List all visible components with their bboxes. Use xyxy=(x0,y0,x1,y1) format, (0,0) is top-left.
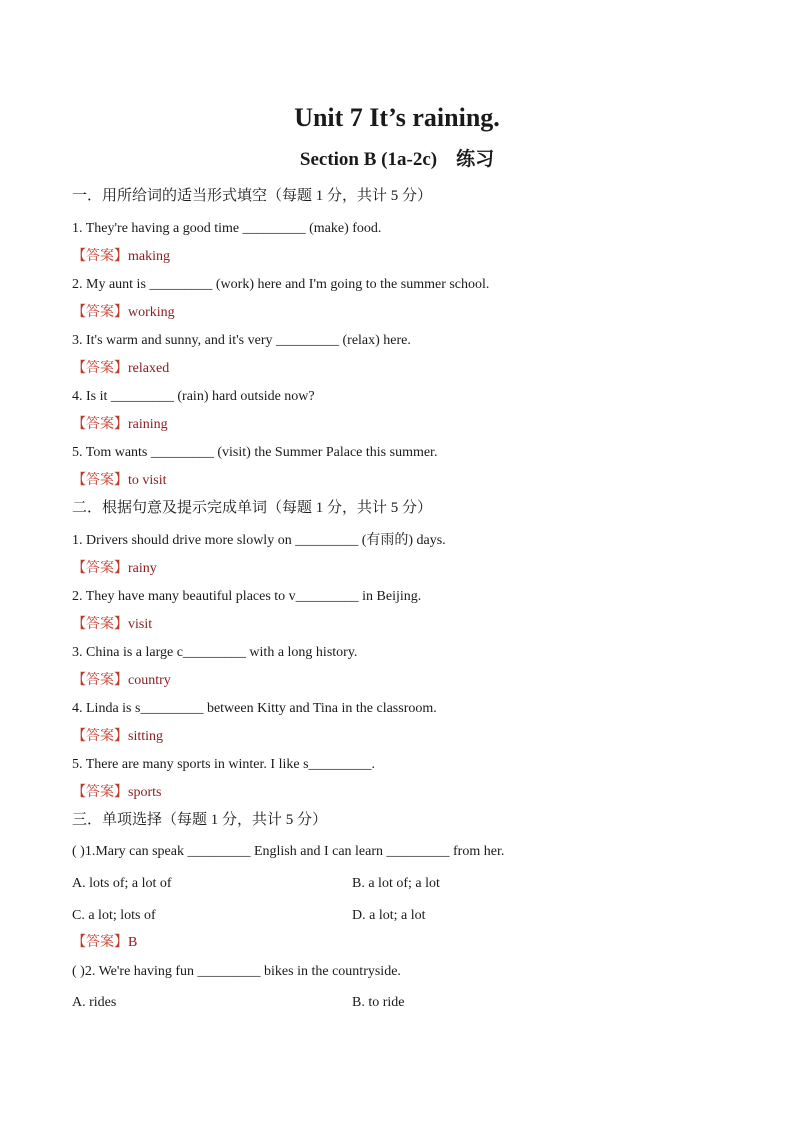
question-line: 2. They have many beautiful places to v_________ in Beijing. xyxy=(72,589,422,604)
answer-line xyxy=(72,783,161,803)
answer-value: raining xyxy=(128,417,168,432)
answer-tag: 【答案】 xyxy=(72,785,128,800)
option-b: B. a lot of; a lot xyxy=(352,876,440,891)
answer-value: to visit xyxy=(128,473,167,488)
answer-value: sitting xyxy=(128,729,164,744)
option-a: A. rides xyxy=(72,995,117,1010)
question-line: 1. They're having a good time _________ (make) food. xyxy=(72,221,382,236)
answer-line xyxy=(72,933,137,953)
answer-tag: 【答案】 xyxy=(72,617,128,632)
question-line: 4. Linda is s_________ between Kitty and Tina in the classroom. xyxy=(72,701,437,716)
question-line: ( )2. We're having fun _________ bikes in the countryside. xyxy=(72,964,401,979)
answer-tag: 【答案】 xyxy=(72,935,128,950)
answer-value: B xyxy=(128,935,138,950)
option-c: C. a lot; lots of xyxy=(72,908,156,923)
question-line: 1. Drivers should drive more slowly on _________ (有雨的) days. xyxy=(72,533,446,548)
section1-heading: 一．用所给词的适当形式填空（每题 1 分，共计 5 分） xyxy=(72,188,433,204)
question-line: ( )1.Mary can speak _________ English and I can learn _________ from her. xyxy=(72,844,505,859)
answer-tag: 【答案】 xyxy=(72,729,128,744)
page-subtitle: Section B (1a-2c) 练习 xyxy=(299,149,495,170)
answer-tag: 【答案】 xyxy=(72,417,128,432)
answer-value: relaxed xyxy=(128,361,170,376)
question-line: 2. My aunt is _________ (work) here and I'm going to the summer school. xyxy=(72,277,490,292)
answer-value: rainy xyxy=(128,561,157,576)
answer-value: sports xyxy=(128,785,162,800)
answer-line xyxy=(72,415,168,435)
answer-value: making xyxy=(128,249,170,264)
answer-tag: 【答案】 xyxy=(72,561,128,576)
answer-line xyxy=(72,303,175,323)
answer-value: visit xyxy=(128,617,153,632)
section3-heading: 三．单项选择（每题 1 分，共计 5 分） xyxy=(72,812,328,828)
answer-tag: 【答案】 xyxy=(72,249,128,264)
answer-line xyxy=(72,471,167,491)
answer-value: country xyxy=(128,673,171,688)
answer-line xyxy=(72,671,171,691)
answer-line xyxy=(72,247,170,267)
page-title: Unit 7 It’s raining. xyxy=(294,103,500,132)
answer-line xyxy=(72,559,157,579)
answer-value: working xyxy=(128,305,175,320)
option-a: A. lots of; a lot of xyxy=(72,876,172,891)
answer-line xyxy=(72,615,152,635)
question-line: 5. There are many sports in winter. I like s_________. xyxy=(72,757,376,772)
answer-line xyxy=(72,727,163,747)
answer-tag: 【答案】 xyxy=(72,305,128,320)
option-b: B. to ride xyxy=(352,995,405,1010)
answer-tag: 【答案】 xyxy=(72,473,128,488)
question-line: 3. It's warm and sunny, and it's very _________ (relax) here. xyxy=(72,333,411,348)
answer-line xyxy=(72,359,169,379)
answer-tag: 【答案】 xyxy=(72,361,128,376)
question-line: 3. China is a large c_________ with a long history. xyxy=(72,645,358,660)
answer-tag: 【答案】 xyxy=(72,673,128,688)
section2-heading: 二．根据句意及提示完成单词（每题 1 分，共计 5 分） xyxy=(72,500,433,516)
question-line: 4. Is it _________ (rain) hard outside now? xyxy=(72,389,315,404)
question-line: 5. Tom wants _________ (visit) the Summer Palace this summer. xyxy=(72,445,438,460)
option-d: D. a lot; a lot xyxy=(352,908,426,923)
